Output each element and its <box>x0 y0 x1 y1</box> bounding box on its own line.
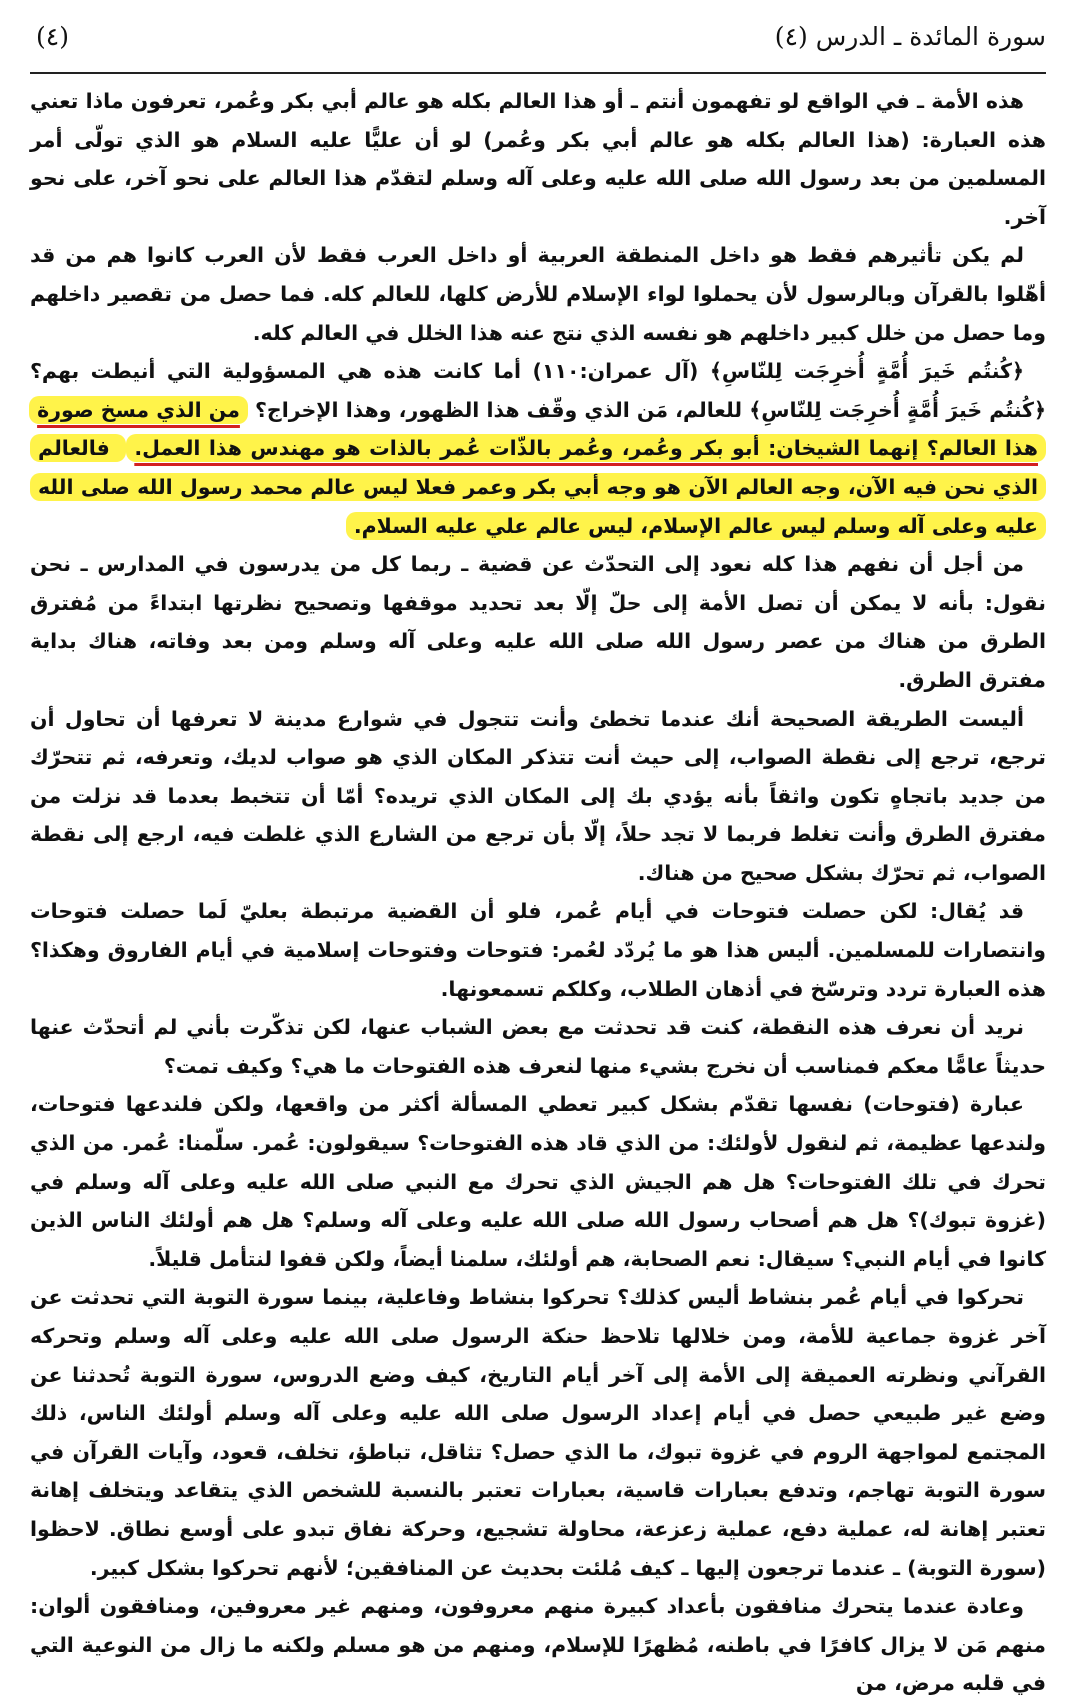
paragraph: أليست الطريقة الصحيحة أنك عندما تخطئ وأنت تتجول في شوارع مدينة لا تعرفها أن تحاول أن ترجع، ترجع إلى نقطة الصواب، إلى حيث أنت تتذكر المكان الذي هو صواب لديك، وتعرفه، ثم تتحرّك من جديد باتجاهٍ تكون واثقاً بأنه يؤدي بك إلى المكان الذي تريده؟ أمّا أن تتخبط بعدما قد نزلت من مفترق الطرق وأنت تغلط فربما لا تجد حلاً، إلّا بأن ترجع من الشارع الذي غلطت فيه، ارجع إلى نقطة الصواب، ثم تحرّك بشكل صحيح من هناك. <box>30 706 1046 885</box>
running-title: سورة المائدة ـ الدرس (٤) <box>774 21 1046 51</box>
paragraph: قد يُقال: لكن حصلت فتوحات في أيام عُمر، فلو أن القضية مرتبطة بعليّ لَما حصلت فتوحات وانتصارات للمسلمين. أليس هذا هو ما يُردّد لعُمر: فتوحات وفتوحات إسلامية في أيام الفاروق وهكذا؟ هذه العبارة تردد وترسّخ في أذهان الطلاب، وكلكم تسمعونها. <box>30 899 1046 1001</box>
paragraph: نريد أن نعرف هذه النقطة، كنت قد تحدثت مع بعض الشباب عنها، لكن تذكّرت بأني لم أتحدّث عنها حديثاً عامًّا معكم فمناسب أن نخرج بشيء منها لنعرف هذه الفتوحات ما هي؟ وكيف تمت؟ <box>30 1015 1046 1078</box>
page-body <box>30 82 1046 1703</box>
paragraph: تحركوا في أيام عُمر بنشاط أليس كذلك؟ تحركوا بنشاط وفاعلية، بينما سورة التوبة التي تحدثت عن آخر غزوة جماعية للأمة، ومن خلالها تلاحظ حنكة الرسول صلى الله عليه وعلى آله وسلم وتحركه القرآني ونظرته العميقة إلى الأمة إلى آخر أيام التاريخ، كيف وضع الدروس، سورة التوبة تُحدثنا عن وضع غير طبيعي حصل في أيام إعداد الرسول صلى الله عليه وعلى آله وسلم أولئك الناس، ذلك المجتمع لمواجهة الروم في غزوة تبوك، ما الذي حصل؟ تثاقل، تباطؤ، تخلف، قعود، وآيات القرآن في سورة التوبة تهاجم، وتدفع بعبارات قاسية، بعبارات تعتبر بالنسبة للشخص الذي يتقاعد ويتخلف إهانة تعتبر إهانة له، عملية دفع، عملية زعزعة، محاولة تشجيع، وحركة نفاق تبدو على أوسع نطاق. لاحظوا (سورة التوبة) ـ عندما ترجعون إليها ـ كيف مُلئت بحديث عن المنافقين؛ لأنهم تحركوا بشكل كبير. <box>30 1285 1046 1580</box>
highlighted-paragraph <box>30 352 1046 545</box>
paragraph: من أجل أن نفهم هذا كله نعود إلى التحدّث عن قضية ـ ربما كل من يدرسون في المدارس ـ نحن نقول: بأنه لا يمكن أن تصل الأمة إلى حلّ إلّا بعد تحديد موقفها وتصحيح نظرتها ابتداءً من مُفترق الطرق من هناك من عصر رسول الله صلى الله عليه وعلى آله وسلم ومن بعد وفاته، هناك بداية مفترق الطرق. <box>30 552 1046 692</box>
paragraph: وعادة عندما يتحرك منافقون بأعداد كبيرة منهم معروفون، ومنهم غير معروفين، ومنافقون ألوان: منهم مَن لا يزال كافرًا في باطنه، مُظهرًا للإسلام، ومنهم من هو مسلم ولكنه ما زال من النوعية التي في قلبه مرض، من <box>30 1594 1046 1696</box>
paragraph: لم يكن تأثيرهم فقط هو داخل المنطقة العربية أو داخل العرب فقط لأن العرب كانوا هم من قد أهّلوا بالقرآن وبالرسول لأن يحملوا لواء الإسلام للأرض كلها، للعالم كله. فما حصل من تقصير داخلهم وما حصل من خلل كبير داخلهم هو نفسه الذي نتج عنه هذا الخلل في العالم كله. <box>30 243 1046 345</box>
page-number: (٤) <box>36 21 69 51</box>
paragraph: عبارة (فتوحات) نفسها تقدّم بشكل كبير تعطي المسألة أكثر من واقعها، ولكن فلندعها فتوحات، ولندعها عظيمة، ثم لنقول لأولئك: من الذي قاد هذه الفتوحات؟ سيقولون: عُمر. سلّمنا: عُمر. من الذي تحرك في تلك الفتوحات؟ هل هم الجيش الذي تحرك مع النبي صلى الله عليه وعلى آله وسلم في (غزوة تبوك)؟ هل هم أصحاب رسول الله صلى الله عليه وعلى آله وسلم؟ هل هم أولئك الناس الذين كانوا في أيام النبي؟ سيقال: نعم الصحابة، هم أولئك، سلمنا أيضاً، ولكن قفوا لنتأمل قليلاً. <box>30 1092 1046 1271</box>
quran-quote-text: ﴿كُنتُم خَيرَ أُمَّةٍ أُخرِجَت لِلنّاسِ﴾ (آل عمران:١١٠) أما كانت هذه هي المسؤولية التي أنيطت بهم؟ ﴿كُنتُم خَيرَ أُمَّةٍ أُخرِجَت لِلنّاسِ﴾ للعالم، مَن الذي وقّف هذا الظهور، وهذا الإخراج؟ <box>30 359 1046 422</box>
highlighted-text: فالعالم الذي نحن فيه الآن، وجه العالم الآن هو وجه أبي بكر وعمر فعلا ليس عالم محمد رسول الله صلى الله عليه وعلى آله وسلم ليس عالم الإسلام، ليس عالم علي عليه السلام. <box>30 434 1046 539</box>
highlighted-underlined-text: من الذي مسخ صورة هذا العالم؟ إنهما الشيخان: أبو بكر وعُمر، وعُمر بالذّات عُمر بالذات هو مهندس هذا العمل. <box>29 396 1046 463</box>
page-header <box>30 0 1046 74</box>
paragraph: هذه الأمة ـ في الواقع لو تفهمون أنتم ـ أو هذا العالم بكله هو عالم أبي بكر وعُمر، تعرفون ماذا تعني هذه العبارة: (هذا العالم بكله هو عالم أبي بكر وعُمر) لو أن عليًّا عليه السلام هو الذي تولّى أمر المسلمين من بعد رسول الله صلى الله عليه وعلى آله وسلم لتقدّم هذا العالم على نحو آخر، على نحو آخر. <box>30 89 1046 229</box>
